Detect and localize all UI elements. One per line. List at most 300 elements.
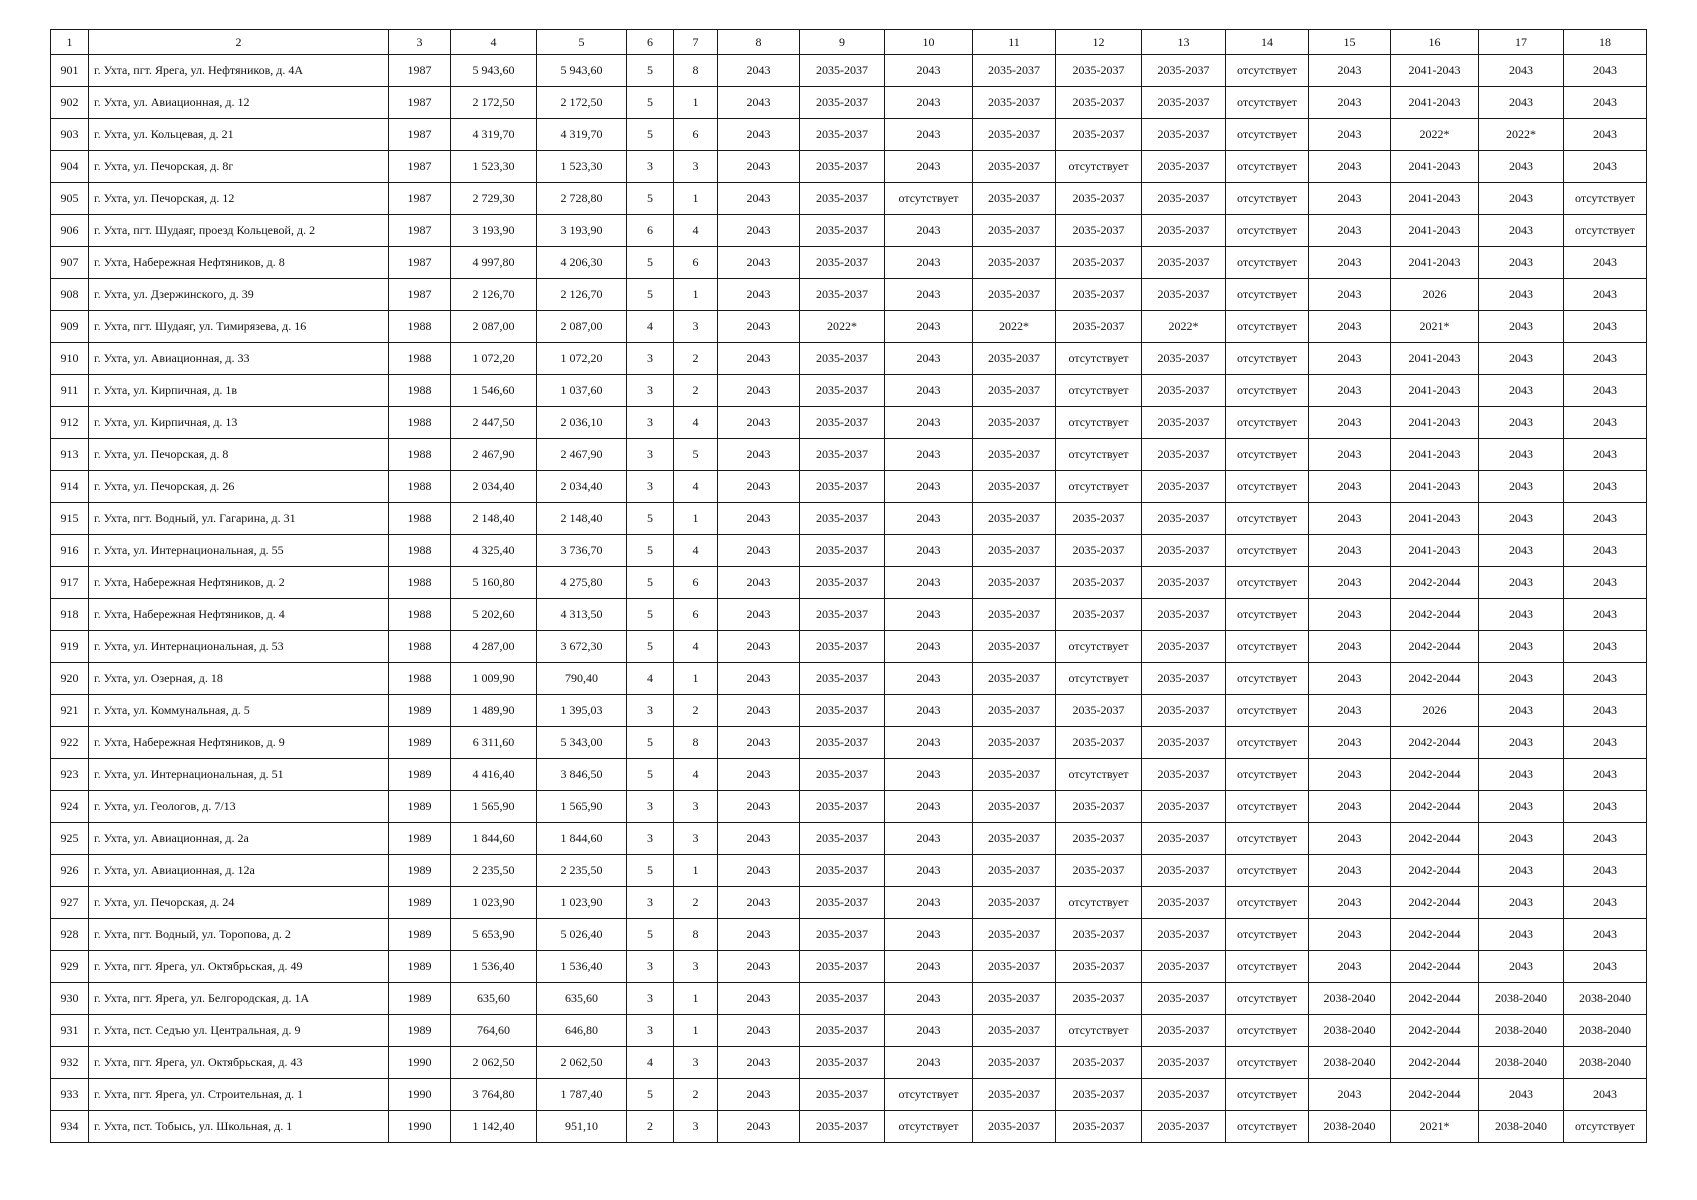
table-cell: 2042-2044: [1391, 887, 1479, 919]
table-cell: 2043: [1309, 631, 1391, 663]
table-cell: 2035-2037: [800, 215, 885, 247]
address-cell: г. Ухта, пст. Тобысь, ул. Школьная, д. 1: [89, 1111, 389, 1143]
table-cell: 2043: [718, 727, 800, 759]
table-cell: 2035-2037: [800, 567, 885, 599]
table-cell: 2043: [1564, 87, 1647, 119]
table-cell: 4 275,80: [537, 567, 627, 599]
table-cell: отсутствует: [1226, 407, 1309, 439]
table-cell: 2041-2043: [1391, 535, 1479, 567]
table-cell: 2035-2037: [1142, 983, 1226, 1015]
table-cell: 2022*: [1391, 119, 1479, 151]
column-number-cell: 9: [800, 30, 885, 55]
table-cell: отсутствует: [885, 1079, 973, 1111]
table-cell: 2043: [885, 247, 973, 279]
table-cell: 2043: [1309, 407, 1391, 439]
table-cell: 1 536,40: [451, 951, 537, 983]
table-cell: 4 416,40: [451, 759, 537, 791]
table-cell: 1990: [389, 1111, 451, 1143]
table-cell: 2043: [718, 471, 800, 503]
table-cell: 2022*: [973, 311, 1056, 343]
table-row: [51, 183, 1647, 215]
table-cell: 2043: [1564, 407, 1647, 439]
table-cell: 2035-2037: [800, 695, 885, 727]
table-cell: 4 313,50: [537, 599, 627, 631]
table-cell: 5: [627, 87, 674, 119]
table-cell: 6: [674, 599, 718, 631]
table-cell: 1 489,90: [451, 695, 537, 727]
table-cell: 3: [627, 887, 674, 919]
table-cell: 2038-2040: [1564, 1047, 1647, 1079]
table-cell: 2035-2037: [800, 439, 885, 471]
table-cell: 934: [51, 1111, 89, 1143]
table-cell: 2035-2037: [800, 855, 885, 887]
table-cell: 2043: [1479, 215, 1564, 247]
table-cell: 2038-2040: [1309, 1047, 1391, 1079]
table-cell: 2043: [1479, 631, 1564, 663]
table-cell: 2 034,40: [451, 471, 537, 503]
table-cell: 2043: [718, 343, 800, 375]
table-cell: 2035-2037: [1056, 791, 1142, 823]
table-cell: 2038-2040: [1479, 1047, 1564, 1079]
table-cell: отсутствует: [1056, 407, 1142, 439]
table-cell: 2022*: [1479, 119, 1564, 151]
table-cell: 1989: [389, 823, 451, 855]
table-cell: 2041-2043: [1391, 503, 1479, 535]
table-cell: 2035-2037: [973, 887, 1056, 919]
table-cell: 1: [674, 1015, 718, 1047]
table-cell: 3: [674, 311, 718, 343]
table-cell: 2035-2037: [973, 87, 1056, 119]
table-cell: 4: [627, 1047, 674, 1079]
table-cell: 2043: [1564, 247, 1647, 279]
table-cell: 2042-2044: [1391, 759, 1479, 791]
table-cell: 2035-2037: [1142, 1079, 1226, 1111]
table-cell: 3: [627, 983, 674, 1015]
table-cell: 5: [627, 919, 674, 951]
column-number-cell: 7: [674, 30, 718, 55]
table-cell: 2041-2043: [1391, 471, 1479, 503]
table-cell: 2035-2037: [1142, 759, 1226, 791]
table-cell: 2035-2037: [973, 631, 1056, 663]
table-cell: 2035-2037: [800, 503, 885, 535]
table-row: [51, 1015, 1647, 1047]
address-cell: г. Ухта, ул. Озерная, д. 18: [89, 663, 389, 695]
table-cell: 2035-2037: [973, 599, 1056, 631]
table-cell: 2043: [1309, 919, 1391, 951]
table-cell: отсутствует: [1226, 471, 1309, 503]
table-cell: 930: [51, 983, 89, 1015]
table-cell: 2043: [1564, 471, 1647, 503]
table-cell: 2 467,90: [451, 439, 537, 471]
table-cell: 2043: [1564, 343, 1647, 375]
table-cell: 926: [51, 855, 89, 887]
address-cell: г. Ухта, ул. Геологов, д. 7/13: [89, 791, 389, 823]
table-cell: 1988: [389, 631, 451, 663]
table-cell: 916: [51, 535, 89, 567]
table-cell: отсутствует: [1056, 631, 1142, 663]
table-cell: 2035-2037: [1056, 919, 1142, 951]
table-cell: отсутствует: [1056, 759, 1142, 791]
column-number-cell: 17: [1479, 30, 1564, 55]
table-cell: 3 846,50: [537, 759, 627, 791]
table-cell: 2043: [1564, 375, 1647, 407]
table-cell: 2: [674, 343, 718, 375]
table-cell: 5: [627, 503, 674, 535]
table-cell: 2035-2037: [1142, 567, 1226, 599]
table-cell: 4: [627, 311, 674, 343]
table-cell: 2035-2037: [800, 151, 885, 183]
address-cell: г. Ухта, пгт. Ярега, ул. Белгородская, д. 1А: [89, 983, 389, 1015]
table-cell: 2035-2037: [800, 887, 885, 919]
table-cell: 2043: [1309, 695, 1391, 727]
table-cell: 2042-2044: [1391, 919, 1479, 951]
table-cell: отсутствует: [1226, 951, 1309, 983]
table-cell: 1988: [389, 471, 451, 503]
column-number-cell: 8: [718, 30, 800, 55]
table-cell: отсутствует: [1226, 919, 1309, 951]
table-cell: 5: [627, 727, 674, 759]
table-cell: 2043: [1309, 951, 1391, 983]
table-cell: 918: [51, 599, 89, 631]
table-cell: 5: [627, 631, 674, 663]
table-cell: 2035-2037: [800, 791, 885, 823]
table-cell: 2035-2037: [1056, 695, 1142, 727]
table-cell: 2035-2037: [973, 791, 1056, 823]
table-cell: 1: [674, 855, 718, 887]
table-cell: 2035-2037: [973, 567, 1056, 599]
table-cell: 2 172,50: [537, 87, 627, 119]
table-cell: 4: [627, 663, 674, 695]
table-cell: 2043: [885, 311, 973, 343]
table-cell: 2022*: [1142, 311, 1226, 343]
table-cell: 2035-2037: [973, 919, 1056, 951]
table-row: [51, 567, 1647, 599]
table-cell: 2: [627, 1111, 674, 1143]
table-cell: 922: [51, 727, 89, 759]
table-cell: 2043: [718, 631, 800, 663]
table-cell: 2043: [1479, 151, 1564, 183]
table-cell: 1 546,60: [451, 375, 537, 407]
table-cell: 2 148,40: [537, 503, 627, 535]
table-row: [51, 311, 1647, 343]
table-cell: 2 467,90: [537, 439, 627, 471]
table-cell: отсутствует: [1226, 151, 1309, 183]
table-cell: 2035-2037: [800, 471, 885, 503]
table-row: [51, 951, 1647, 983]
table-cell: 1988: [389, 439, 451, 471]
table-cell: 5: [627, 855, 674, 887]
table-cell: 2043: [1479, 471, 1564, 503]
table-cell: отсутствует: [1226, 55, 1309, 87]
table-cell: 2035-2037: [1142, 215, 1226, 247]
table-cell: 2043: [1564, 631, 1647, 663]
table-cell: 2043: [718, 983, 800, 1015]
table-cell: 2035-2037: [973, 695, 1056, 727]
table-cell: 3: [674, 951, 718, 983]
table-cell: 2043: [1309, 439, 1391, 471]
column-number-cell: 4: [451, 30, 537, 55]
table-cell: 2043: [1564, 791, 1647, 823]
table-cell: 2035-2037: [973, 215, 1056, 247]
table-cell: 8: [674, 55, 718, 87]
column-number-cell: 1: [51, 30, 89, 55]
table-row: [51, 599, 1647, 631]
table-cell: 2043: [885, 87, 973, 119]
table-cell: 2 034,40: [537, 471, 627, 503]
table-cell: 2043: [1479, 279, 1564, 311]
table-row: [51, 119, 1647, 151]
table-cell: 2043: [1479, 55, 1564, 87]
address-cell: г. Ухта, ул. Печорская, д. 26: [89, 471, 389, 503]
table-cell: 2043: [885, 631, 973, 663]
table-cell: 2043: [718, 375, 800, 407]
table-cell: 919: [51, 631, 89, 663]
table-cell: 2042-2044: [1391, 791, 1479, 823]
address-cell: г. Ухта, Набережная Нефтяников, д. 8: [89, 247, 389, 279]
table-cell: 2043: [1479, 823, 1564, 855]
table-cell: 5 160,80: [451, 567, 537, 599]
table-cell: 2035-2037: [800, 823, 885, 855]
table-cell: 2035-2037: [973, 727, 1056, 759]
column-number-cell: 3: [389, 30, 451, 55]
table-cell: 2035-2037: [1056, 311, 1142, 343]
table-cell: 2041-2043: [1391, 55, 1479, 87]
table-cell: 2035-2037: [1056, 1111, 1142, 1143]
table-cell: 3: [627, 471, 674, 503]
table-cell: 2043: [718, 1047, 800, 1079]
table-cell: 3: [627, 951, 674, 983]
table-cell: отсутствует: [1226, 247, 1309, 279]
table-cell: 2035-2037: [1142, 375, 1226, 407]
table-cell: отсутствует: [885, 1111, 973, 1143]
table-cell: 3: [627, 791, 674, 823]
table-cell: 2043: [1479, 439, 1564, 471]
table-cell: 2043: [885, 791, 973, 823]
table-cell: 2035-2037: [1142, 439, 1226, 471]
table-cell: 3: [674, 1047, 718, 1079]
table-cell: отсутствует: [1226, 823, 1309, 855]
table-cell: 2 126,70: [537, 279, 627, 311]
table-cell: 2035-2037: [973, 1111, 1056, 1143]
table-cell: отсутствует: [1056, 151, 1142, 183]
table-cell: 920: [51, 663, 89, 695]
table-cell: 2043: [885, 407, 973, 439]
table-cell: 1: [674, 87, 718, 119]
table-cell: 1 844,60: [451, 823, 537, 855]
table-cell: 917: [51, 567, 89, 599]
table-cell: 2043: [885, 375, 973, 407]
table-cell: отсутствует: [1226, 87, 1309, 119]
table-cell: 2035-2037: [1056, 567, 1142, 599]
table-cell: 1988: [389, 503, 451, 535]
table-cell: 2043: [1479, 375, 1564, 407]
table-cell: 2043: [1564, 663, 1647, 695]
table-cell: 933: [51, 1079, 89, 1111]
table-cell: 2043: [718, 535, 800, 567]
table-cell: 1987: [389, 247, 451, 279]
table-cell: 3: [627, 695, 674, 727]
table-cell: 5: [627, 55, 674, 87]
table-cell: 2035-2037: [973, 503, 1056, 535]
table-cell: 2035-2037: [1056, 535, 1142, 567]
table-cell: 2035-2037: [973, 375, 1056, 407]
table-cell: 3 764,80: [451, 1079, 537, 1111]
table-cell: 2026: [1391, 695, 1479, 727]
table-cell: 2035-2037: [1142, 951, 1226, 983]
table-cell: 2043: [718, 887, 800, 919]
table-cell: 2043: [885, 663, 973, 695]
table-row: [51, 439, 1647, 471]
table-cell: 2043: [718, 215, 800, 247]
table-cell: 2043: [1309, 55, 1391, 87]
table-cell: 902: [51, 87, 89, 119]
table-cell: 790,40: [537, 663, 627, 695]
table-cell: 2035-2037: [800, 1111, 885, 1143]
table-cell: 2043: [1479, 759, 1564, 791]
table-cell: 2 062,50: [451, 1047, 537, 1079]
table-cell: 2043: [1564, 55, 1647, 87]
header-row: [51, 30, 1647, 55]
table-cell: 4: [674, 631, 718, 663]
column-number-cell: 12: [1056, 30, 1142, 55]
table-cell: 3: [674, 791, 718, 823]
table-cell: 1989: [389, 983, 451, 1015]
table-cell: 915: [51, 503, 89, 535]
table-cell: 2041-2043: [1391, 343, 1479, 375]
table-cell: 2043: [885, 919, 973, 951]
table-cell: 5: [627, 247, 674, 279]
table-cell: отсутствует: [1226, 215, 1309, 247]
table-cell: отсутствует: [1226, 311, 1309, 343]
table-cell: 2043: [1479, 535, 1564, 567]
table-cell: 4: [674, 535, 718, 567]
table-cell: 6: [627, 215, 674, 247]
table-cell: отсутствует: [1226, 1047, 1309, 1079]
table-cell: 2043: [885, 727, 973, 759]
table-cell: 2043: [1564, 823, 1647, 855]
table-cell: 2043: [718, 855, 800, 887]
table-cell: 3: [627, 151, 674, 183]
table-cell: 911: [51, 375, 89, 407]
table-cell: 1 523,30: [451, 151, 537, 183]
table-cell: 1 565,90: [451, 791, 537, 823]
table-cell: отсутствует: [1056, 887, 1142, 919]
table-row: [51, 87, 1647, 119]
table-cell: 2043: [1479, 791, 1564, 823]
table-cell: отсутствует: [1564, 215, 1647, 247]
table-cell: 1 023,90: [451, 887, 537, 919]
table-cell: 2038-2040: [1564, 1015, 1647, 1047]
table-cell: 2042-2044: [1391, 599, 1479, 631]
table-cell: 2035-2037: [1142, 87, 1226, 119]
table-cell: 2 126,70: [451, 279, 537, 311]
table-cell: 2043: [1564, 439, 1647, 471]
table-cell: 1988: [389, 311, 451, 343]
table-cell: отсутствует: [1226, 695, 1309, 727]
table-cell: 1988: [389, 535, 451, 567]
table-cell: 2042-2044: [1391, 1015, 1479, 1047]
table-row: [51, 695, 1647, 727]
table-cell: 2035-2037: [973, 951, 1056, 983]
table-cell: 906: [51, 215, 89, 247]
table-cell: 646,80: [537, 1015, 627, 1047]
table-cell: 2035-2037: [800, 1047, 885, 1079]
table-cell: 2035-2037: [1056, 1047, 1142, 1079]
table-cell: 2043: [1479, 919, 1564, 951]
table-cell: 2043: [718, 567, 800, 599]
address-cell: г. Ухта, пст. Седъю ул. Центральная, д. 9: [89, 1015, 389, 1047]
table-cell: 4 325,40: [451, 535, 537, 567]
table-cell: 951,10: [537, 1111, 627, 1143]
table-cell: отсутствует: [1226, 119, 1309, 151]
table-cell: 2035-2037: [1056, 279, 1142, 311]
table-cell: 3: [674, 1111, 718, 1143]
table-cell: 925: [51, 823, 89, 855]
table-cell: 4 319,70: [451, 119, 537, 151]
address-cell: г. Ухта, ул. Коммунальная, д. 5: [89, 695, 389, 727]
table-cell: 2035-2037: [1142, 599, 1226, 631]
table-cell: 2035-2037: [1056, 183, 1142, 215]
table-cell: 2043: [885, 855, 973, 887]
table-cell: 5: [627, 279, 674, 311]
table-row: [51, 215, 1647, 247]
address-cell: г. Ухта, пгт. Ярега, ул. Октябрьская, д. 49: [89, 951, 389, 983]
table-cell: 2043: [1479, 663, 1564, 695]
table-cell: 1 037,60: [537, 375, 627, 407]
table-cell: 6: [674, 247, 718, 279]
table-cell: отсутствует: [1226, 343, 1309, 375]
table-cell: 1989: [389, 951, 451, 983]
table-cell: 2035-2037: [973, 183, 1056, 215]
table-cell: 1: [674, 983, 718, 1015]
address-cell: г. Ухта, ул. Кирпичная, д. 13: [89, 407, 389, 439]
table-cell: 1989: [389, 727, 451, 759]
table-cell: 2043: [718, 151, 800, 183]
table-cell: 2043: [718, 247, 800, 279]
table-row: [51, 823, 1647, 855]
table-cell: 1 009,90: [451, 663, 537, 695]
table-cell: 2038-2040: [1479, 1015, 1564, 1047]
address-cell: г. Ухта, ул. Авиационная, д. 12а: [89, 855, 389, 887]
address-cell: г. Ухта, пгт. Ярега, ул. Нефтяников, д. 4А: [89, 55, 389, 87]
table-cell: 1990: [389, 1079, 451, 1111]
table-cell: 2035-2037: [1056, 503, 1142, 535]
table-cell: 2038-2040: [1309, 1111, 1391, 1143]
table-cell: 912: [51, 407, 89, 439]
table-cell: отсутствует: [1056, 343, 1142, 375]
table-cell: 2 235,50: [451, 855, 537, 887]
table-cell: 932: [51, 1047, 89, 1079]
table-cell: 2043: [718, 919, 800, 951]
table-cell: 2043: [718, 407, 800, 439]
table-cell: 2043: [1479, 887, 1564, 919]
table-cell: 924: [51, 791, 89, 823]
table-cell: 2035-2037: [1142, 247, 1226, 279]
table-cell: 4 287,00: [451, 631, 537, 663]
table-cell: 1989: [389, 695, 451, 727]
table-cell: 2035-2037: [973, 119, 1056, 151]
table-cell: 1989: [389, 791, 451, 823]
table-cell: 6 311,60: [451, 727, 537, 759]
table-cell: 2043: [718, 279, 800, 311]
table-cell: 2043: [1564, 151, 1647, 183]
table-cell: 904: [51, 151, 89, 183]
table-cell: 2043: [885, 759, 973, 791]
table-cell: 2035-2037: [1142, 279, 1226, 311]
table-cell: 1988: [389, 567, 451, 599]
table-cell: 2035-2037: [1142, 1111, 1226, 1143]
table-cell: 1988: [389, 407, 451, 439]
